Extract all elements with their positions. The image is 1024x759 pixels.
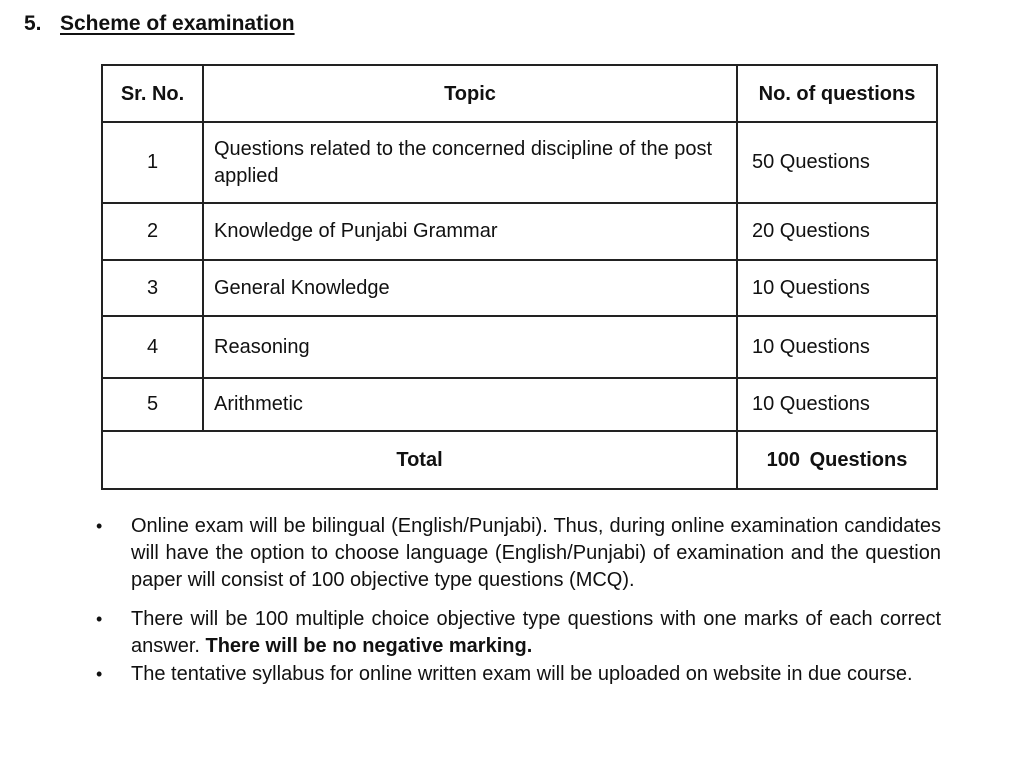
row-sr-no: 4 [102, 316, 203, 378]
note-text: There will be 100 multiple choice objective type questions with one marks of each correct answer. [131, 608, 941, 657]
row-topic: Reasoning [203, 316, 737, 378]
header-no-of-questions: No. of questions [737, 65, 937, 122]
exam-scheme-table [101, 64, 938, 490]
row-questions: 10 Questions [737, 260, 937, 316]
header-sr-no: Sr. No. [102, 65, 203, 122]
bullet-icon: • [96, 664, 103, 684]
row-sr-no: 1 [102, 122, 203, 203]
row-questions: 10 Questions [737, 316, 937, 378]
row-questions: 20 Questions [737, 203, 937, 260]
total-label: Total [102, 431, 737, 489]
section-number: 5. [24, 12, 42, 35]
total-value: 100 Questions [737, 431, 937, 489]
row-questions: 10 Questions [737, 378, 937, 431]
notes-list [96, 513, 941, 688]
table-row [102, 260, 937, 316]
section-heading [24, 10, 295, 38]
note-text: The tentative syllabus for online written exam will be uploaded on website in due course. [131, 663, 913, 685]
table-row [102, 122, 937, 203]
row-sr-no: 2 [102, 203, 203, 260]
row-sr-no: 5 [102, 378, 203, 431]
row-sr-no: 3 [102, 260, 203, 316]
row-topic: Knowledge of Punjabi Grammar [203, 203, 737, 260]
table-row [102, 203, 937, 260]
note-item [96, 606, 941, 660]
row-topic: General Knowledge [203, 260, 737, 316]
table-row [102, 378, 937, 431]
section-title: Scheme of examination [60, 12, 295, 35]
note-item [96, 513, 941, 594]
table-header-row [102, 65, 937, 122]
bullet-icon: • [96, 609, 103, 629]
note-text-bold: There will be no negative marking. [205, 635, 533, 657]
note-item [96, 661, 941, 688]
note-text: Online exam will be bilingual (English/Punjabi). Thus, during online examination candidates will have the option to choose language (English/Punjabi) of examination and the question paper will consist of 100 objective type questions (MCQ). [131, 515, 941, 591]
header-topic: Topic [203, 65, 737, 122]
table-total-row [102, 431, 937, 489]
row-topic: Arithmetic [203, 378, 737, 431]
table-row [102, 316, 937, 378]
row-topic: Questions related to the concerned discipline of the post applied [203, 122, 737, 203]
row-questions: 50 Questions [737, 122, 937, 203]
bullet-icon: • [96, 516, 103, 536]
